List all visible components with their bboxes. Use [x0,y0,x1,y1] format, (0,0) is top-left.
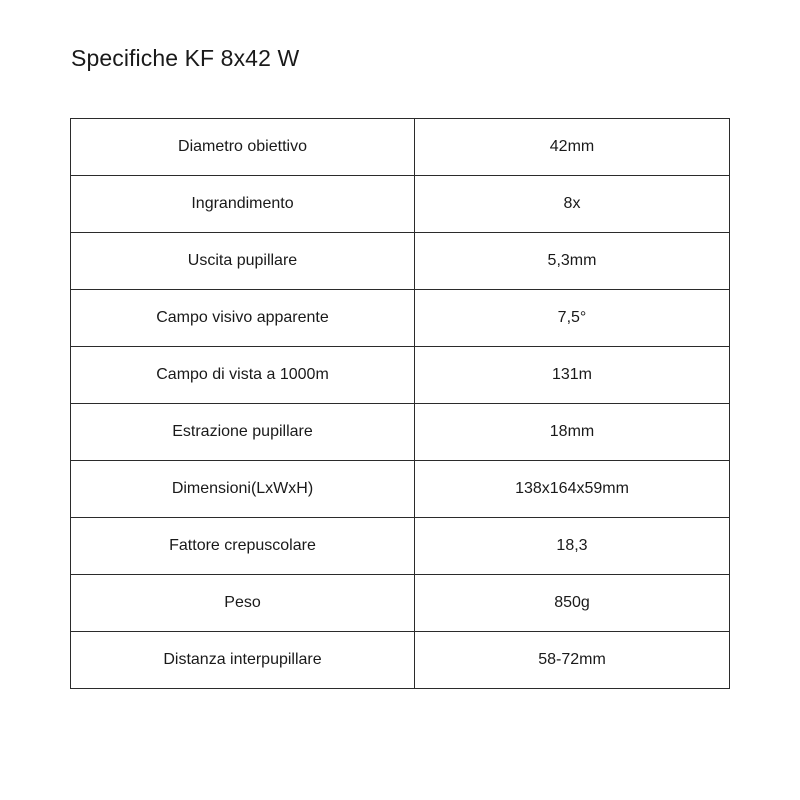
table-row [71,347,730,404]
table-row [71,290,730,347]
spec-label: Peso [71,575,415,632]
spec-label: Campo visivo apparente [71,290,415,347]
spec-value: 131m [415,347,730,404]
spec-value: 18mm [415,404,730,461]
spec-label: Uscita pupillare [71,233,415,290]
spec-value: 18,3 [415,518,730,575]
spec-label: Distanza interpupillare [71,632,415,689]
spec-label: Diametro obiettivo [71,119,415,176]
spec-label: Dimensioni(LxWxH) [71,461,415,518]
spec-value: 58-72mm [415,632,730,689]
table-row [71,461,730,518]
spec-value: 850g [415,575,730,632]
table-row [71,233,730,290]
spec-table-body [71,119,730,689]
spec-table [70,118,730,689]
table-row [71,404,730,461]
page-title: Specifiche KF 8x42 W [71,45,300,71]
spec-value: 42mm [415,119,730,176]
table-row [71,575,730,632]
table-row [71,632,730,689]
spec-label: Fattore crepuscolare [71,518,415,575]
spec-value: 8x [415,176,730,233]
table-row [71,119,730,176]
spec-label: Estrazione pupillare [71,404,415,461]
spec-label: Campo di vista a 1000m [71,347,415,404]
table-row [71,518,730,575]
spec-label: Ingrandimento [71,176,415,233]
spec-value: 7,5° [415,290,730,347]
table-row [71,176,730,233]
spec-value: 5,3mm [415,233,730,290]
spec-value: 138x164x59mm [415,461,730,518]
